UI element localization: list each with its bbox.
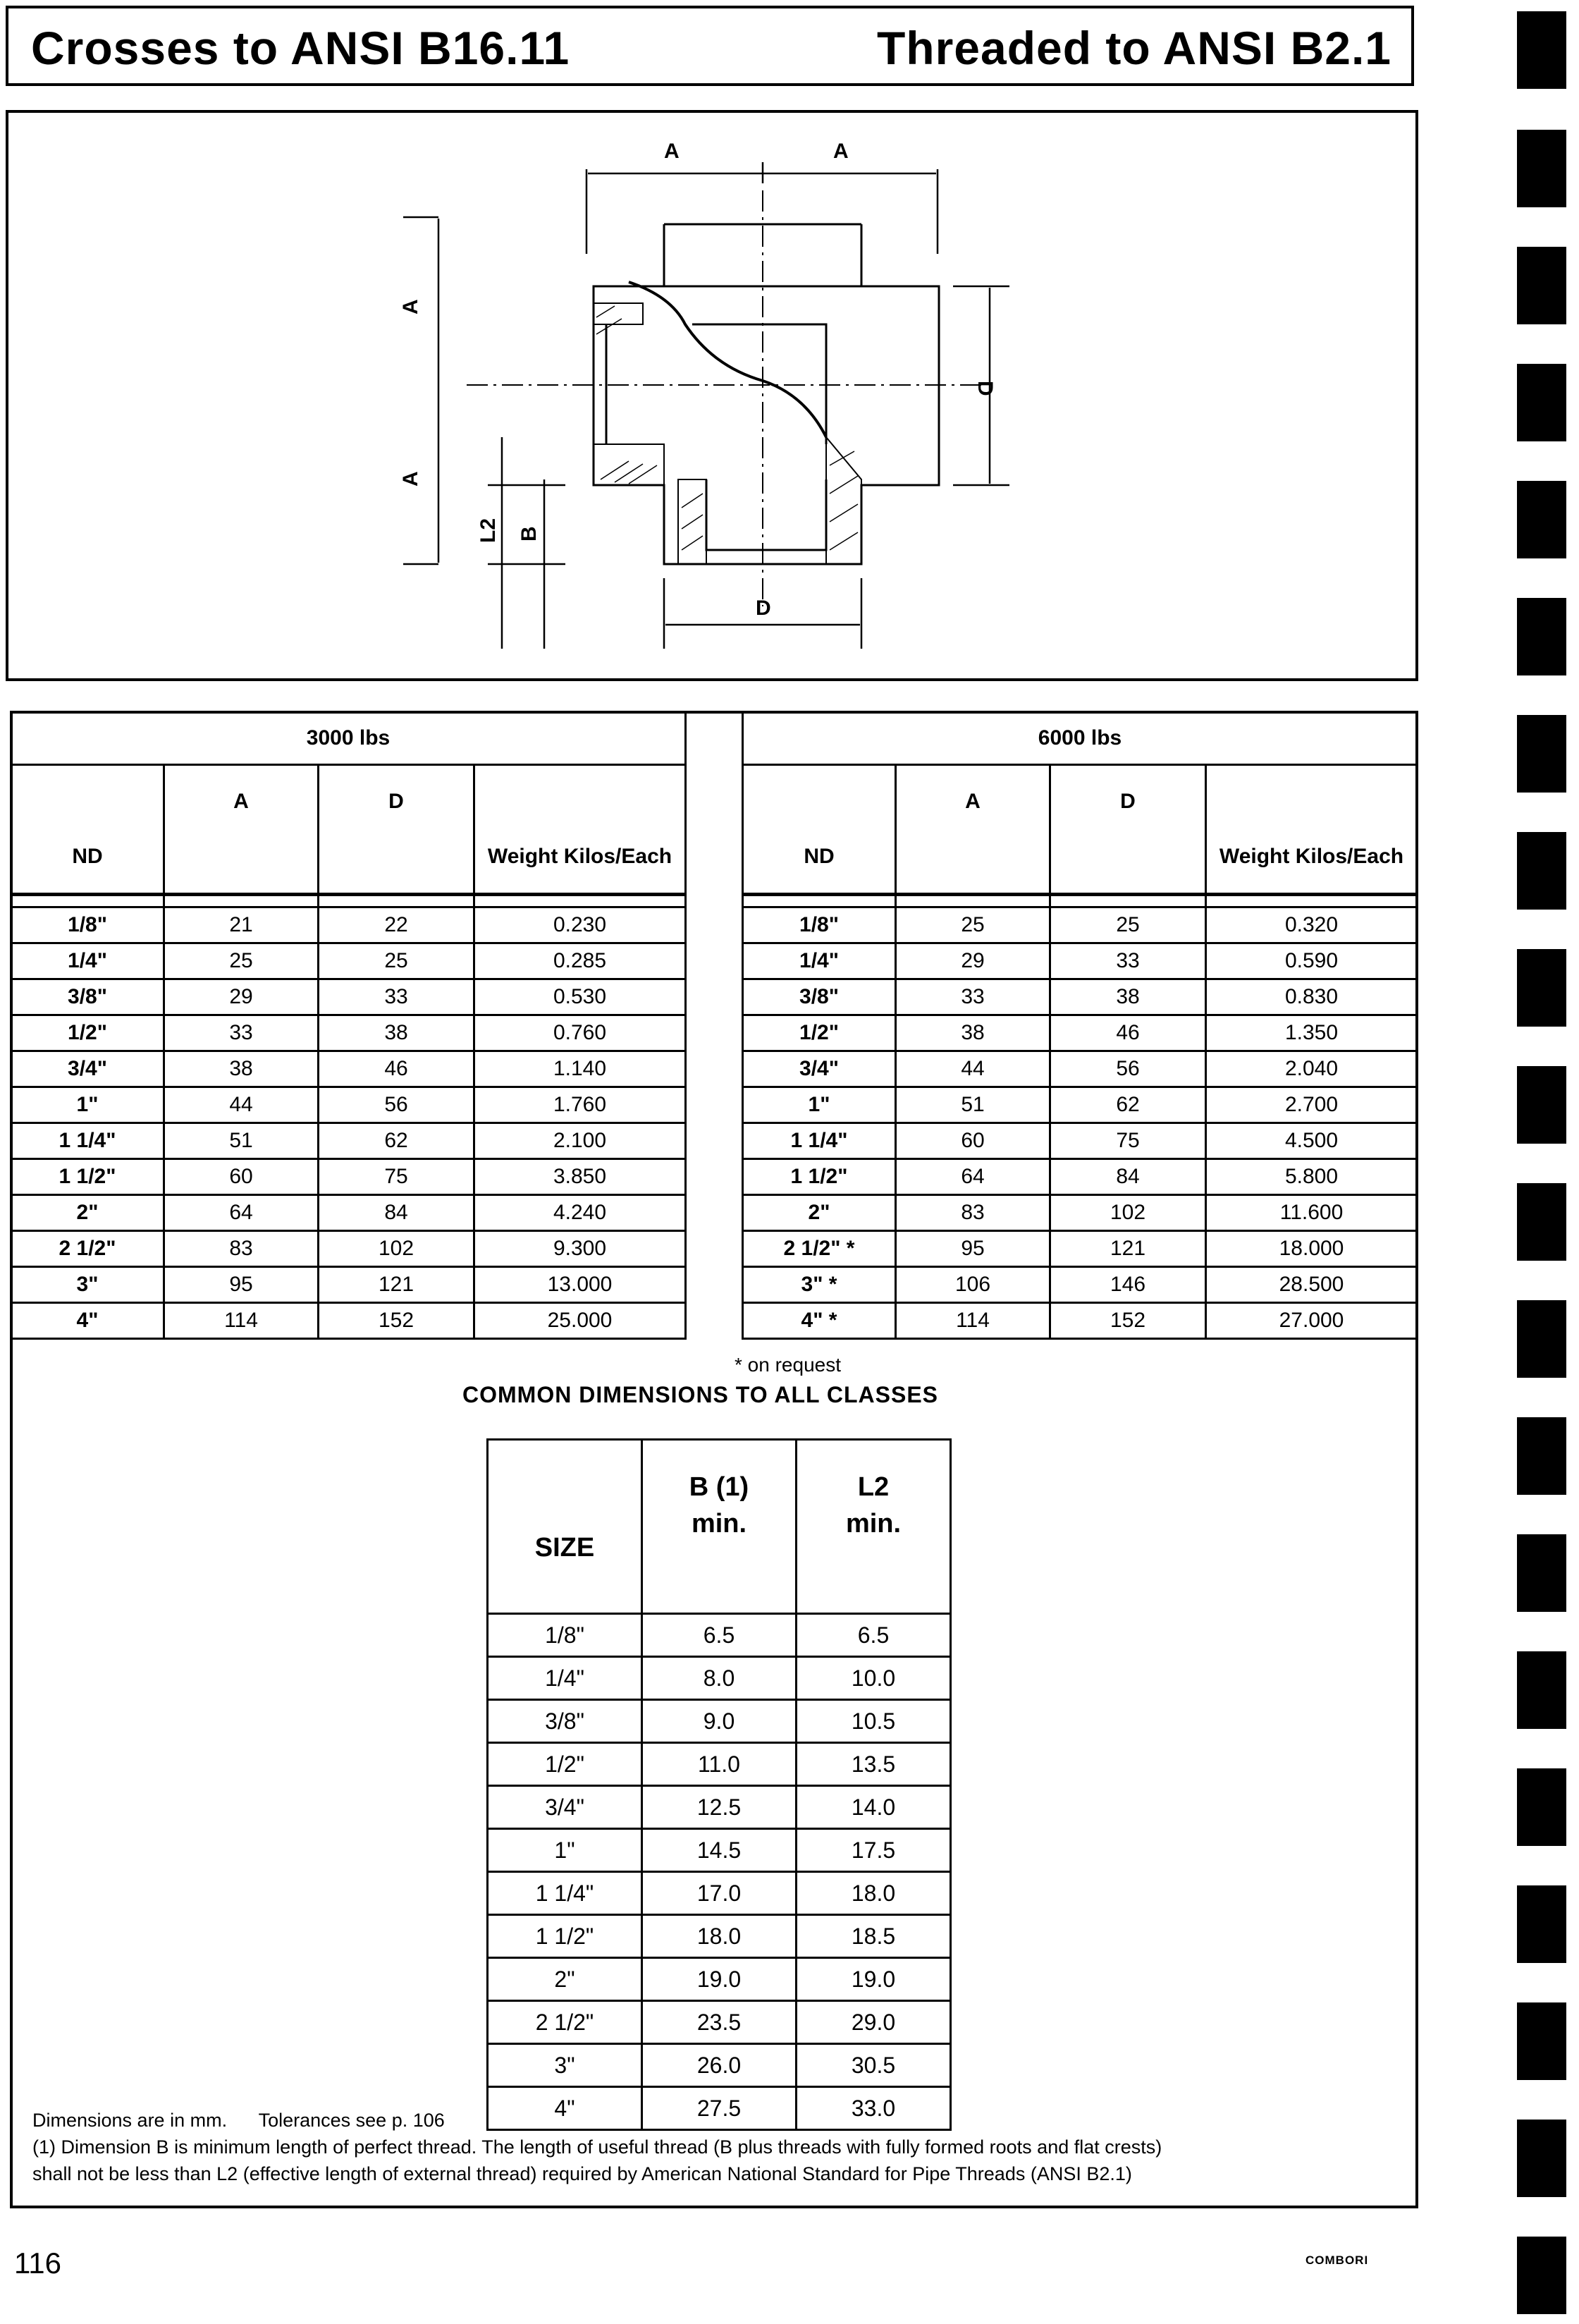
table-row [743, 1195, 1418, 1231]
table-cell: 1" [11, 1087, 164, 1123]
dim-b: B [517, 526, 541, 542]
table-cell: 64 [164, 1195, 319, 1231]
table-cell: 4" [488, 2087, 642, 2130]
dim-a-left-upper: A [399, 299, 422, 314]
class-header-6000: 6000 lbs [743, 712, 1418, 765]
table-cell: 0.320 [1206, 907, 1418, 943]
table-row [488, 2044, 951, 2087]
table-cell: 75 [1050, 1123, 1206, 1159]
header-title-left: Crosses to ANSI B16.11 [31, 22, 570, 74]
table-cell: 33 [319, 979, 474, 1015]
table-row [11, 1159, 686, 1195]
edge-tab [1517, 130, 1566, 207]
table-cell: 38 [1050, 979, 1206, 1015]
table-cell: 2 1/2" [488, 2001, 642, 2044]
table-cell: 26.0 [642, 2044, 797, 2087]
table-row [743, 907, 1418, 943]
table-cell: 1/2" [11, 1015, 164, 1051]
table-cell: 3/4" [11, 1051, 164, 1087]
table-row [11, 1231, 686, 1267]
table-cell: 14.5 [642, 1829, 797, 1872]
table-cell: 27.000 [1206, 1303, 1418, 1339]
table-cell: 13.000 [474, 1267, 686, 1303]
dim-l2: L2 [477, 518, 500, 543]
footnote-units: Dimensions are in mm. Tolerances see p. 106 [32, 2110, 445, 2131]
table-row [743, 1231, 1418, 1267]
table-cell: 0.285 [474, 943, 686, 979]
table-cell: 1 1/2" [743, 1159, 896, 1195]
edge-tab [1517, 1651, 1566, 1729]
table-row [743, 1267, 1418, 1303]
table-cell: 3" * [743, 1267, 896, 1303]
table-row [488, 1743, 951, 1786]
table-cell: 0.230 [474, 907, 686, 943]
table-cell: 56 [319, 1087, 474, 1123]
table-cell: 11.600 [1206, 1195, 1418, 1231]
table-row [743, 1051, 1418, 1087]
table-cell: 25 [896, 907, 1050, 943]
footnotes [32, 2107, 1414, 2187]
table-cell: 29 [164, 979, 319, 1015]
col-nd: ND [11, 765, 164, 895]
table-cell: 84 [319, 1195, 474, 1231]
table-cell: 114 [896, 1303, 1050, 1339]
table-cell: 1 1/2" [11, 1159, 164, 1195]
table-cell: 60 [164, 1159, 319, 1195]
table-cell: 1 1/4" [488, 1872, 642, 1915]
table-cell: 1/4" [488, 1657, 642, 1700]
common-dimensions-table [486, 1438, 952, 2131]
table-cell: 29.0 [797, 2001, 951, 2044]
table-row [11, 979, 686, 1015]
table-cell: 1/8" [488, 1614, 642, 1657]
col-weight: Weight Kilos/Each [474, 765, 686, 895]
table-cell: 0.590 [1206, 943, 1418, 979]
table-cell: 18.000 [1206, 1231, 1418, 1267]
table-row [488, 1786, 951, 1829]
table-cell: 102 [1050, 1195, 1206, 1231]
table-cell: 1" [743, 1087, 896, 1123]
footnote-1-line-2: shall not be less than L2 (effective length of external thread) required by American National Standard for Pipe Threads (ANSI B2.1) [32, 2163, 1132, 2184]
table-cell: 2" [11, 1195, 164, 1231]
table-cell: 106 [896, 1267, 1050, 1303]
table-cell: 44 [164, 1087, 319, 1123]
table-row [11, 1051, 686, 1087]
col-d: D [1050, 765, 1206, 895]
table-cell: 1" [488, 1829, 642, 1872]
table-cell: 1/4" [743, 943, 896, 979]
edge-tab [1517, 1885, 1566, 1963]
table-cell: 152 [1050, 1303, 1206, 1339]
table-row [743, 1123, 1418, 1159]
table-cell: 33.0 [797, 2087, 951, 2130]
table-cell: 33 [896, 979, 1050, 1015]
table-cell: 83 [164, 1231, 319, 1267]
table-3000-body [11, 907, 686, 1339]
page-header [6, 6, 1414, 86]
table-cell: 25.000 [474, 1303, 686, 1339]
table-cell: 102 [319, 1231, 474, 1267]
edge-tab [1517, 1183, 1566, 1261]
col-size: SIZE [488, 1440, 642, 1614]
table-cell: 18.0 [797, 1872, 951, 1915]
table-cell: 11.0 [642, 1743, 797, 1786]
table-cell: 38 [319, 1015, 474, 1051]
table-cell: 18.5 [797, 1915, 951, 1958]
table-row [11, 1303, 686, 1339]
table-cell: 1.760 [474, 1087, 686, 1123]
on-request-note: * on request [735, 1354, 841, 1376]
table-cell: 4.240 [474, 1195, 686, 1231]
table-row [11, 943, 686, 979]
table-cell: 33 [164, 1015, 319, 1051]
table-row [743, 1159, 1418, 1195]
table-cell: 84 [1050, 1159, 1206, 1195]
table-cell: 3" [488, 2044, 642, 2087]
table-cell: 30.5 [797, 2044, 951, 2087]
table-cell: 152 [319, 1303, 474, 1339]
table-row [11, 1123, 686, 1159]
table-row [488, 1915, 951, 1958]
edge-tab [1517, 481, 1566, 558]
table-cell: 4" * [743, 1303, 896, 1339]
table-cell: 95 [164, 1267, 319, 1303]
table-cell: 51 [164, 1123, 319, 1159]
edge-tab [1517, 1066, 1566, 1144]
dim-a-left-lower: A [399, 471, 422, 487]
table-cell: 2" [488, 1958, 642, 2001]
table-row [488, 1958, 951, 2001]
table-row [743, 1303, 1418, 1339]
table-cell: 64 [896, 1159, 1050, 1195]
table-cell: 146 [1050, 1267, 1206, 1303]
edge-tab [1517, 715, 1566, 793]
dim-a-top-right: A [833, 140, 849, 163]
table-row [488, 1829, 951, 1872]
table-cell: 62 [1050, 1087, 1206, 1123]
table-cell: 38 [164, 1051, 319, 1087]
table-cell: 27.5 [642, 2087, 797, 2130]
col-nd: ND [743, 765, 896, 895]
table-cell: 9.0 [642, 1700, 797, 1743]
table-cell: 1 1/2" [488, 1915, 642, 1958]
table-cell: 1.350 [1206, 1015, 1418, 1051]
table-cell: 0.830 [1206, 979, 1418, 1015]
table-row [743, 1087, 1418, 1123]
table-cell: 3" [11, 1267, 164, 1303]
table-cell: 33 [1050, 943, 1206, 979]
table-cell: 10.0 [797, 1657, 951, 1700]
table-cell: 3.850 [474, 1159, 686, 1195]
table-cell: 17.5 [797, 1829, 951, 1872]
dim-d-right: D [973, 381, 997, 396]
table-cell: 9.300 [474, 1231, 686, 1267]
table-cell: 3/8" [11, 979, 164, 1015]
table-3000-lbs [10, 711, 687, 1340]
table-cell: 1/2" [743, 1015, 896, 1051]
table-cell: 2" [743, 1195, 896, 1231]
edge-tab [1517, 832, 1566, 910]
edge-tab [1517, 949, 1566, 1027]
table-row [488, 1614, 951, 1657]
table-row [488, 2001, 951, 2044]
col-b: B (1) min. [642, 1440, 797, 1614]
table-cell: 46 [1050, 1015, 1206, 1051]
col-weight: Weight Kilos/Each [1206, 765, 1418, 895]
edge-tab [1517, 1534, 1566, 1612]
dim-a-top-left: A [664, 140, 680, 163]
edge-tab [1517, 11, 1566, 89]
table-cell: 51 [896, 1087, 1050, 1123]
table-cell: 19.0 [797, 1958, 951, 2001]
edge-tab [1517, 1417, 1566, 1495]
table-cell: 46 [319, 1051, 474, 1087]
table-cell: 3/8" [743, 979, 896, 1015]
cross-fitting-illustration [8, 113, 1415, 678]
col-d: D [319, 765, 474, 895]
table-row [11, 1087, 686, 1123]
edge-tab [1517, 364, 1566, 441]
table-row [11, 1015, 686, 1051]
table-cell: 25 [319, 943, 474, 979]
edge-tab [1517, 598, 1566, 675]
table-cell: 121 [1050, 1231, 1206, 1267]
table-cell: 19.0 [642, 1958, 797, 2001]
table-6000-body [743, 907, 1418, 1339]
cross-fitting-drawing [6, 110, 1418, 681]
table-cell: 44 [896, 1051, 1050, 1087]
table-cell: 95 [896, 1231, 1050, 1267]
edge-tab [1517, 2237, 1566, 2314]
table-row [488, 1657, 951, 1700]
table-cell: 83 [896, 1195, 1050, 1231]
table-cell: 1 1/4" [11, 1123, 164, 1159]
edge-tab [1517, 1768, 1566, 1846]
table-row [743, 943, 1418, 979]
table-cell: 38 [896, 1015, 1050, 1051]
table-cell: 2 1/2" * [743, 1231, 896, 1267]
table-6000-lbs [742, 711, 1418, 1340]
table-cell: 29 [896, 943, 1050, 979]
table-cell: 3/4" [488, 1786, 642, 1829]
table-row [743, 1015, 1418, 1051]
common-dimensions-title: COMMON DIMENSIONS TO ALL CLASSES [462, 1382, 938, 1407]
table-row [11, 907, 686, 943]
table-cell: 4" [11, 1303, 164, 1339]
table-cell: 18.0 [642, 1915, 797, 1958]
table-cell: 56 [1050, 1051, 1206, 1087]
table-cell: 10.5 [797, 1700, 951, 1743]
table-cell: 2.700 [1206, 1087, 1418, 1123]
table-cell: 25 [164, 943, 319, 979]
table-cell: 6.5 [642, 1614, 797, 1657]
table-row [11, 1267, 686, 1303]
table-row [11, 1195, 686, 1231]
table-cell: 21 [164, 907, 319, 943]
brand-logo: COMBORI [1305, 2253, 1369, 2267]
table-cell: 0.530 [474, 979, 686, 1015]
edge-tab [1517, 247, 1566, 324]
common-table-body [488, 1614, 951, 2130]
table-cell: 1/2" [488, 1743, 642, 1786]
table-cell: 2.100 [474, 1123, 686, 1159]
table-cell: 1/8" [11, 907, 164, 943]
table-cell: 5.800 [1206, 1159, 1418, 1195]
dim-d-bottom: D [756, 597, 771, 620]
table-row [488, 1872, 951, 1915]
table-cell: 28.500 [1206, 1267, 1418, 1303]
edge-tab [1517, 2002, 1566, 2080]
edge-tab [1517, 2120, 1566, 2197]
table-cell: 22 [319, 907, 474, 943]
col-a: A [896, 765, 1050, 895]
table-row [488, 1700, 951, 1743]
table-cell: 62 [319, 1123, 474, 1159]
table-cell: 1 1/4" [743, 1123, 896, 1159]
page-edge-tabs [1517, 0, 1579, 2324]
table-cell: 1/4" [11, 943, 164, 979]
col-a: A [164, 765, 319, 895]
table-cell: 4.500 [1206, 1123, 1418, 1159]
table-cell: 1.140 [474, 1051, 686, 1087]
class-header-3000: 3000 lbs [11, 712, 686, 765]
footnote-1-line-1: (1) Dimension B is minimum length of perfect thread. The length of useful thread (B plus threads with fully formed roots and flat crests) [32, 2136, 1162, 2158]
col-l2: L2 min. [797, 1440, 951, 1614]
table-cell: 60 [896, 1123, 1050, 1159]
table-cell: 0.760 [474, 1015, 686, 1051]
table-cell: 8.0 [642, 1657, 797, 1700]
table-cell: 75 [319, 1159, 474, 1195]
table-cell: 14.0 [797, 1786, 951, 1829]
table-cell: 3/8" [488, 1700, 642, 1743]
table-cell: 25 [1050, 907, 1206, 943]
page-number: 116 [14, 2246, 61, 2280]
table-row [743, 979, 1418, 1015]
table-cell: 2 1/2" [11, 1231, 164, 1267]
table-cell: 1/8" [743, 907, 896, 943]
table-cell: 23.5 [642, 2001, 797, 2044]
table-cell: 114 [164, 1303, 319, 1339]
header-title-right: Threaded to ANSI B2.1 [876, 22, 1391, 74]
table-cell: 13.5 [797, 1743, 951, 1786]
table-cell: 121 [319, 1267, 474, 1303]
table-cell: 6.5 [797, 1614, 951, 1657]
edge-tab [1517, 1300, 1566, 1378]
table-cell: 2.040 [1206, 1051, 1418, 1087]
table-cell: 12.5 [642, 1786, 797, 1829]
table-cell: 3/4" [743, 1051, 896, 1087]
table-cell: 17.0 [642, 1872, 797, 1915]
